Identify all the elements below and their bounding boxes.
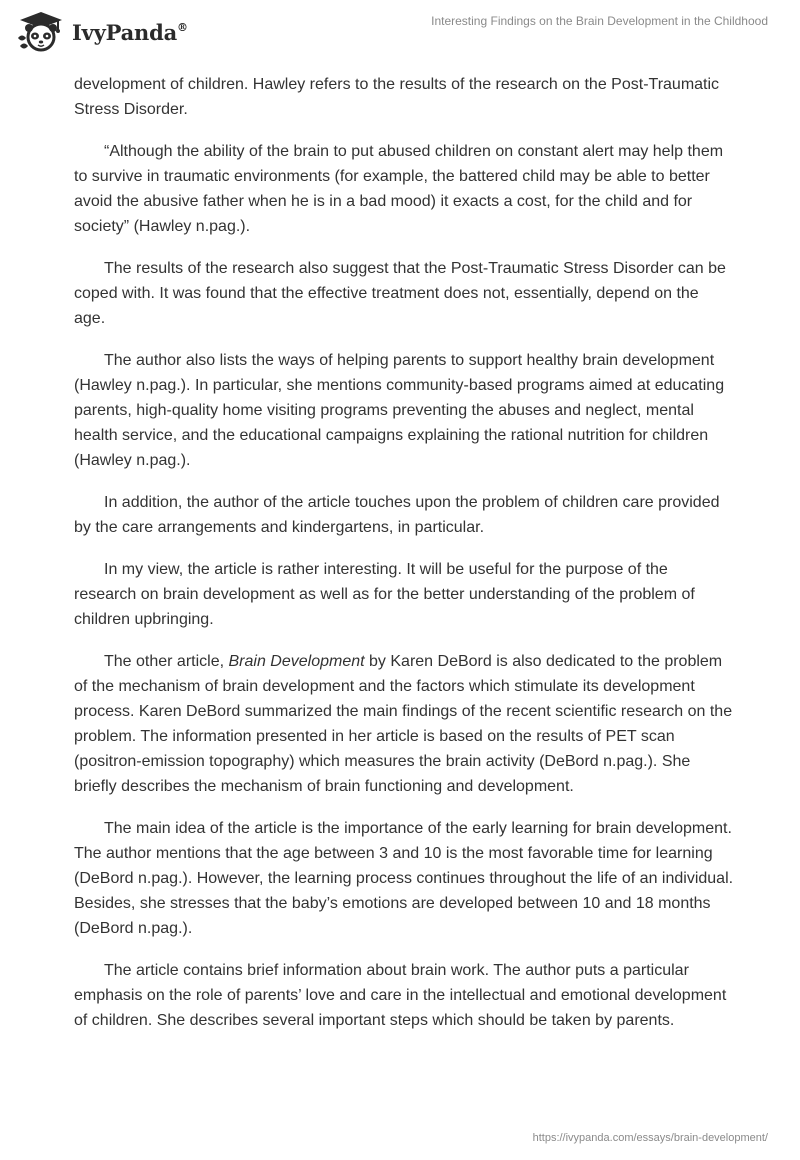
paragraph-6: In my view, the article is rather interesting. It will be useful for the purpose of the research on brain development as well as for the better understanding of the problem of children upbringing. bbox=[74, 561, 695, 628]
article-title: Brain Development bbox=[228, 653, 365, 670]
panda-graduate-icon bbox=[14, 8, 66, 56]
brand-name: IvyPanda® bbox=[72, 19, 188, 45]
registered-mark: ® bbox=[177, 20, 188, 34]
ivypanda-logo[interactable] bbox=[14, 8, 188, 56]
paragraph-9: The article contains brief information about brain work. The author puts a particular emphasis on the role of parents’ love and care in the intellectual and emotional development of children. She describes several important steps which should be taken by parents. bbox=[74, 962, 727, 1029]
paragraph-5: In addition, the author of the article touches upon the problem of children care provided by the care arrangements and kindergartens, in particular. bbox=[74, 494, 720, 536]
paragraph-quote: “Although the ability of the brain to put abused children on constant alert may help them to survive in traumatic environments (for example, the battered child may be able to better avoid the abusive father when he is in a bad mood) it exacts a cost, for the child and for society” (Hawley n.pag.). bbox=[74, 143, 724, 235]
document-title: Interesting Findings on the Brain Development in the Childhood bbox=[431, 14, 768, 28]
essay-body bbox=[74, 72, 734, 1050]
debord-intro: The other article, bbox=[104, 653, 229, 670]
paragraph-1: development of children. Hawley refers to the results of the research on the Post-Traumatic Stress Disorder. bbox=[74, 76, 720, 118]
paragraph-3: The results of the research also suggest that the Post-Traumatic Stress Disorder can be coped with. It was found that the effective treatment does not, essentially, depend on the age. bbox=[74, 260, 726, 327]
paragraph-8: The main idea of the article is the importance of the early learning for brain development. The author mentions that the age between 3 and 10 is the most favorable time for learning (DeBord n.pag.). However, the learning process continues throughout the life of an individual. Besides, she stresses that the baby’s emotions are developed between 10 and 18 months (DeBord n.pag.). bbox=[74, 820, 734, 937]
source-url[interactable]: https://ivypanda.com/essays/brain-development/ bbox=[532, 1132, 768, 1144]
paragraph-4: The author also lists the ways of helping parents to support healthy brain development (Hawley n.pag.). In particular, she mentions community-based programs aimed at educating parents, high-quality home visiting programs preventing the abuses and neglect, mental health service, and the educational campaigns explaining the rational nutrition for children (Hawley n.pag.). bbox=[74, 352, 725, 469]
paragraph-debord bbox=[74, 649, 734, 799]
debord-rest: by Karen DeBord is also dedicated to the problem of the mechanism of brain development and the factors which stimulate its development process. Karen DeBord summarized the main findings of the recent scientific research on the problem. The information presented in her article is based on the results of PET scan (positron-emission topography) which measures the brain activity (DeBord n.pag.). She briefly describes the mechanism of brain functioning and development. bbox=[74, 653, 733, 795]
page-header bbox=[0, 0, 800, 66]
